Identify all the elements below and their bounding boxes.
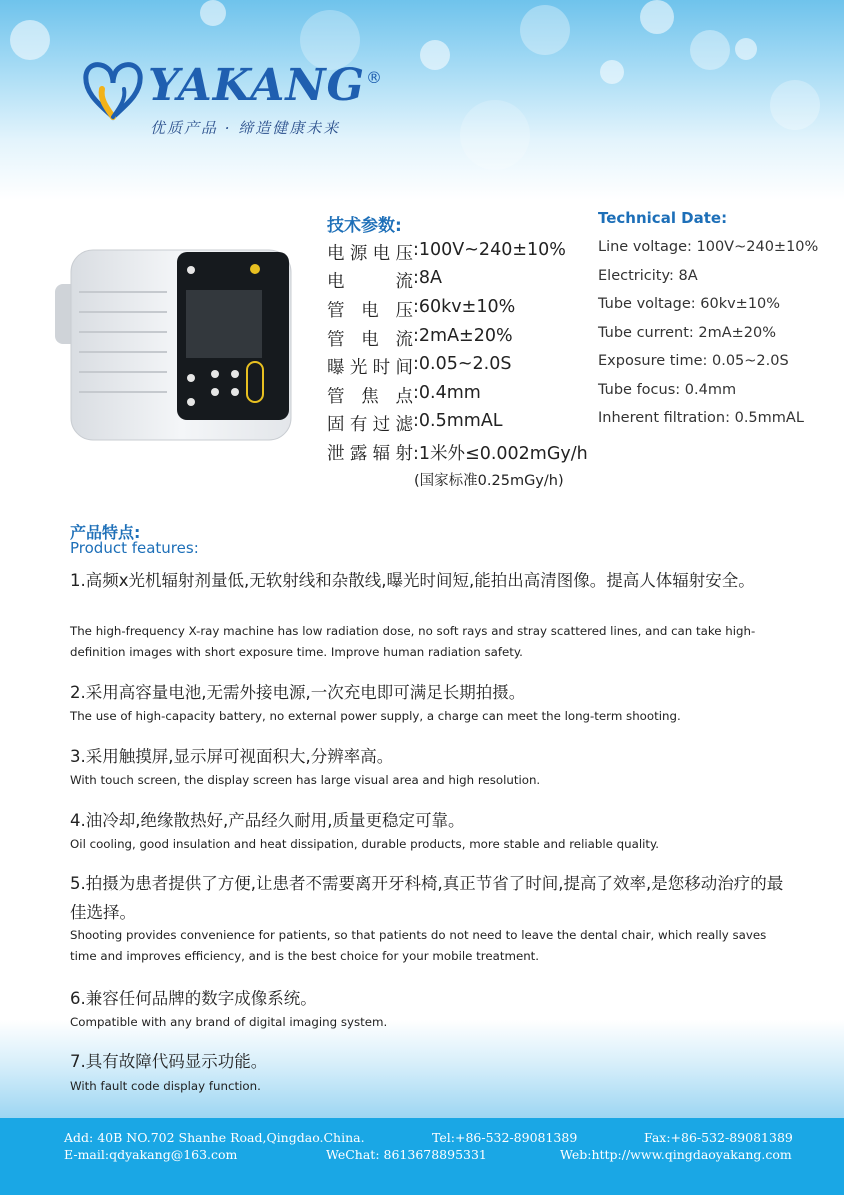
footer-website[interactable]: Web:http://www.qingdaoyakang.com xyxy=(560,1147,792,1162)
xray-device-image xyxy=(55,232,295,444)
feature-en: Compatible with any brand of digital imaging system. xyxy=(70,1015,388,1029)
spec-en-row: Electricity: 8A xyxy=(598,268,698,284)
spec-cn-row: 固有过滤 :0.5mmAL xyxy=(327,411,503,435)
features-title-cn: 产品特点: xyxy=(70,523,141,542)
features-title-en: Product features: xyxy=(70,539,199,557)
footer-email[interactable]: E-mail:qdyakang@163.com xyxy=(64,1147,238,1162)
spec-cn-note: (国家标准0.25mGy/h) xyxy=(414,473,564,489)
spec-en-row: Inherent filtration: 0.5mmAL xyxy=(598,410,804,426)
feature-cn: 3.采用触摸屏,显示屏可视面积大,分辨率高。 xyxy=(70,747,394,766)
feature-en: Shooting provides convenience for patients, so that patients do not need to leave the dental chair, which really saves time and improves efficiency, and is the best choice for your mobile treatment. xyxy=(70,928,767,963)
brand-slogan: 优质产品 · 缔造健康未来 xyxy=(150,119,341,137)
spec-en-row: Tube current: 2mA±20% xyxy=(598,325,777,341)
footer-address: Add: 40B NO.702 Shanhe Road,Qingdao.China. xyxy=(64,1130,365,1145)
yakang-logo-icon xyxy=(80,55,146,125)
spec-cn-row: 管电流 :2mA±20% xyxy=(327,326,513,350)
footer-tel: Tel:+86-532-89081389 xyxy=(432,1130,578,1145)
footer-wechat: WeChat: 8613678895331 xyxy=(326,1147,487,1162)
feature-en: Oil cooling, good insulation and heat dissipation, durable products, more stable and reliable quality. xyxy=(70,837,660,851)
feature-cn: 1.高频x光机辐射剂量低,无软射线和杂散线,曝光时间短,能拍出高清图像。提高人体辐射安全。 xyxy=(70,571,755,590)
brand-name: YAKANG xyxy=(148,60,366,111)
spec-cn-row: 管焦点 :0.4mm xyxy=(327,383,481,407)
feature-en: With fault code display function. xyxy=(70,1079,261,1093)
spec-cn-row: 电流 :8A xyxy=(327,268,443,292)
feature-en: With touch screen, the display screen has large visual area and high resolution. xyxy=(70,773,541,787)
feature-en: The high-frequency X-ray machine has low radiation dose, no soft rays and stray scattered lines, and can take high-definition images with short exposure time. Improve human radiation safety. xyxy=(70,624,756,659)
spec-cn-row: 电源电压 :100V~240±10% xyxy=(327,240,566,264)
feature-cn: 4.油冷却,绝缘散热好,产品经久耐用,质量更稳定可靠。 xyxy=(70,811,465,830)
contact-footer xyxy=(0,1118,844,1195)
feature-cn: 6.兼容任何品牌的数字成像系统。 xyxy=(70,989,317,1008)
footer-fax: Fax:+86-532-89081389 xyxy=(644,1130,793,1145)
specs-cn-title: 技术参数: xyxy=(327,216,402,236)
feature-en: The use of high-capacity battery, no external power supply, a charge can meet the long-term shooting. xyxy=(70,709,681,723)
feature-cn: 5.拍摄为患者提供了方便,让患者不需要离开牙科椅,真正节省了时间,提高了效率,是您移动治疗的最佳选择。 xyxy=(70,874,784,922)
feature-cn: 7.具有故障代码显示功能。 xyxy=(70,1052,268,1071)
spec-cn-row: 泄露辐射 :1米外≤0.002mGy/h xyxy=(327,444,588,464)
feature-cn: 2.采用高容量电池,无需外接电源,一次充电即可满足长期拍摄。 xyxy=(70,683,526,702)
spec-en-row: Exposure time: 0.05~2.0S xyxy=(598,353,789,369)
spec-cn-row: 管电压 :60kv±10% xyxy=(327,297,516,321)
spec-en-row: Tube voltage: 60kv±10% xyxy=(598,296,781,312)
spec-en-row: Tube focus: 0.4mm xyxy=(598,382,737,398)
spec-en-row: Line voltage: 100V~240±10% xyxy=(598,239,819,255)
specs-en-title: Technical Date: xyxy=(598,209,728,227)
spec-cn-row: 曝光时间 :0.05~2.0S xyxy=(327,354,512,378)
registered-mark: ® xyxy=(366,68,382,87)
